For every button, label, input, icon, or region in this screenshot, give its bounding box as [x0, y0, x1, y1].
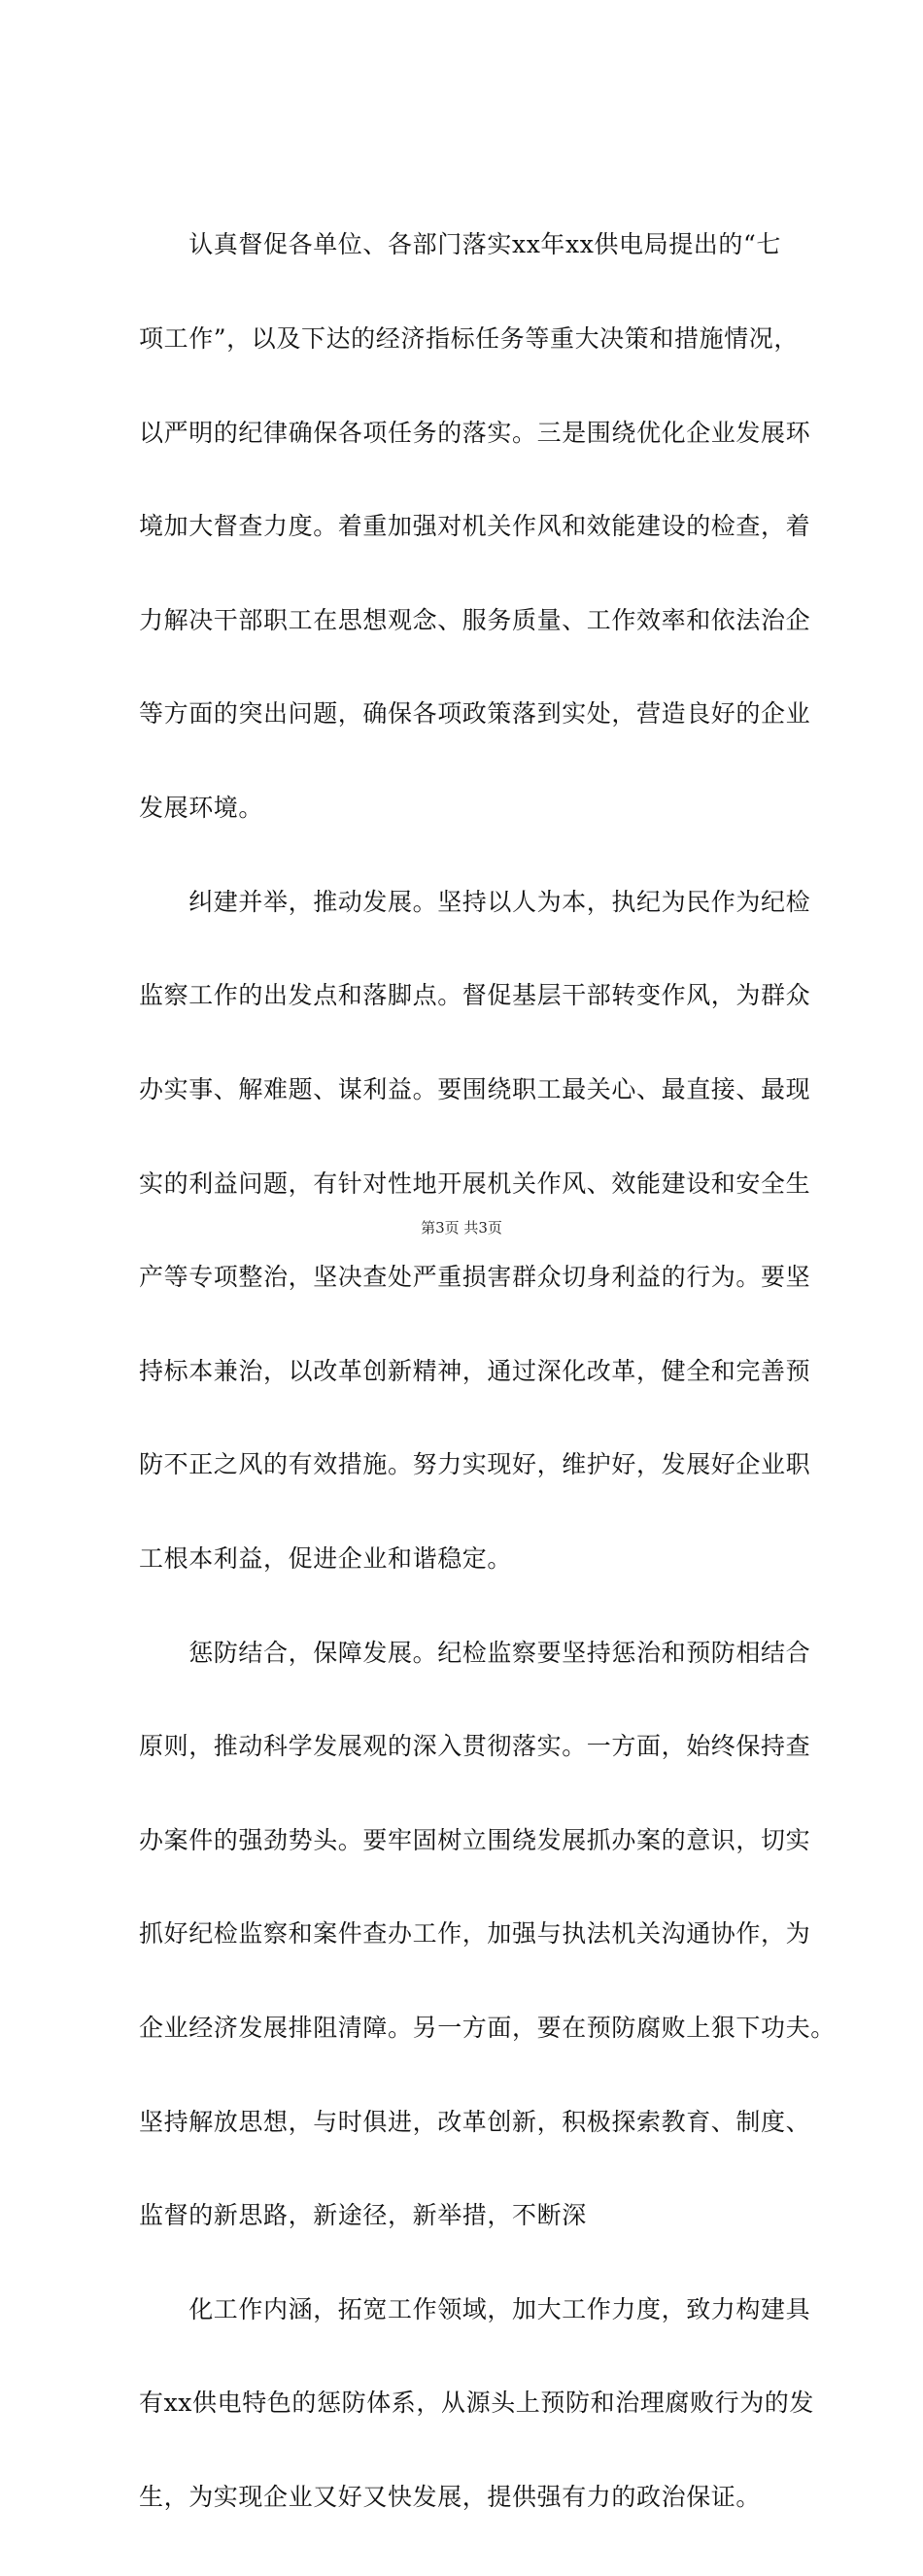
text-line: 力解决干部职工在思想观念、服务质量、工作效率和依法治企: [139, 605, 811, 634]
text-line: 办实事、解难题、谋利益。要围绕职工最关心、最直接、最现: [139, 1074, 811, 1103]
text-line: 防不正之风的有效措施。努力实现好，维护好，发展好企业职: [139, 1450, 811, 1479]
text-line: 原则，推动科学发展观的深入贯彻落实。一方面，始终保持查: [139, 1732, 811, 1761]
text-line: 坚持解放思想，与时俱进，改革创新，积极探索教育、制度、: [139, 2107, 811, 2136]
text-line: 监察工作的出发点和落脚点。督促基层干部转变作风，为群众: [139, 981, 811, 1010]
text-line: 抓好纪检监察和案件查办工作，加强与执法机关沟通协作，为: [139, 1919, 811, 1949]
text-line: 项工作”，以及下达的经济指标任务等重大决策和措施情况，: [139, 324, 799, 354]
text-line: 化工作内涵，拓宽工作领域，加大工作力度，致力构建具: [139, 2294, 811, 2323]
text-line: 持标本兼治，以改革创新精神，通过深化改革，健全和完善预: [139, 1356, 811, 1385]
text-line: 生，为实现企业又好又快发展，提供强有力的政治保证。: [139, 2483, 762, 2512]
text-line: 工根本利益，促进企业和谐稳定。: [139, 1543, 513, 1573]
text-line: 有xx供电特色的惩防体系，从源头上预防和治理腐败行为的发: [139, 2389, 815, 2418]
text-line: 等方面的突出问题，确保各项政策落到实处，营造良好的企业: [139, 699, 811, 729]
text-line: 实的利益问题，有针对性地开展机关作风、效能建设和安全生: [139, 1169, 811, 1198]
text-line: 以严明的纪律确保各项任务的落实。三是围绕优化企业发展环: [139, 418, 811, 447]
text-line: 境加大督查力度。着重加强对机关作风和效能建设的检查，着: [139, 512, 811, 541]
text-line: 认真督促各单位、各部门落实xx年xx供电局提出的“七: [139, 230, 781, 259]
text-line: 办案件的强劲势头。要牢固树立围绕发展抓办案的意识，切实: [139, 1825, 811, 1854]
text-line: 发展环境。: [139, 794, 264, 823]
text-line: 监督的新思路，新途径，新举措，不断深: [139, 2201, 587, 2230]
text-line: 纠建并举，推动发展。坚持以人为本，执纪为民作为纪检: [139, 887, 811, 916]
page-footer: [0, 1218, 923, 1237]
text-line: 企业经济发展排阻清障。另一方面，要在预防腐败上狠下功夫。: [139, 2013, 836, 2042]
text-line: 惩防结合，保障发展。纪检监察要坚持惩治和预防相结合: [139, 1638, 811, 1667]
document-body: [139, 167, 836, 2576]
text-line: 产等专项整治，坚决查处严重损害群众切身利益的行为。要坚: [139, 1263, 811, 1292]
page-number-label: 第3页 共3页: [421, 1219, 502, 1237]
text-block: [139, 167, 836, 2576]
